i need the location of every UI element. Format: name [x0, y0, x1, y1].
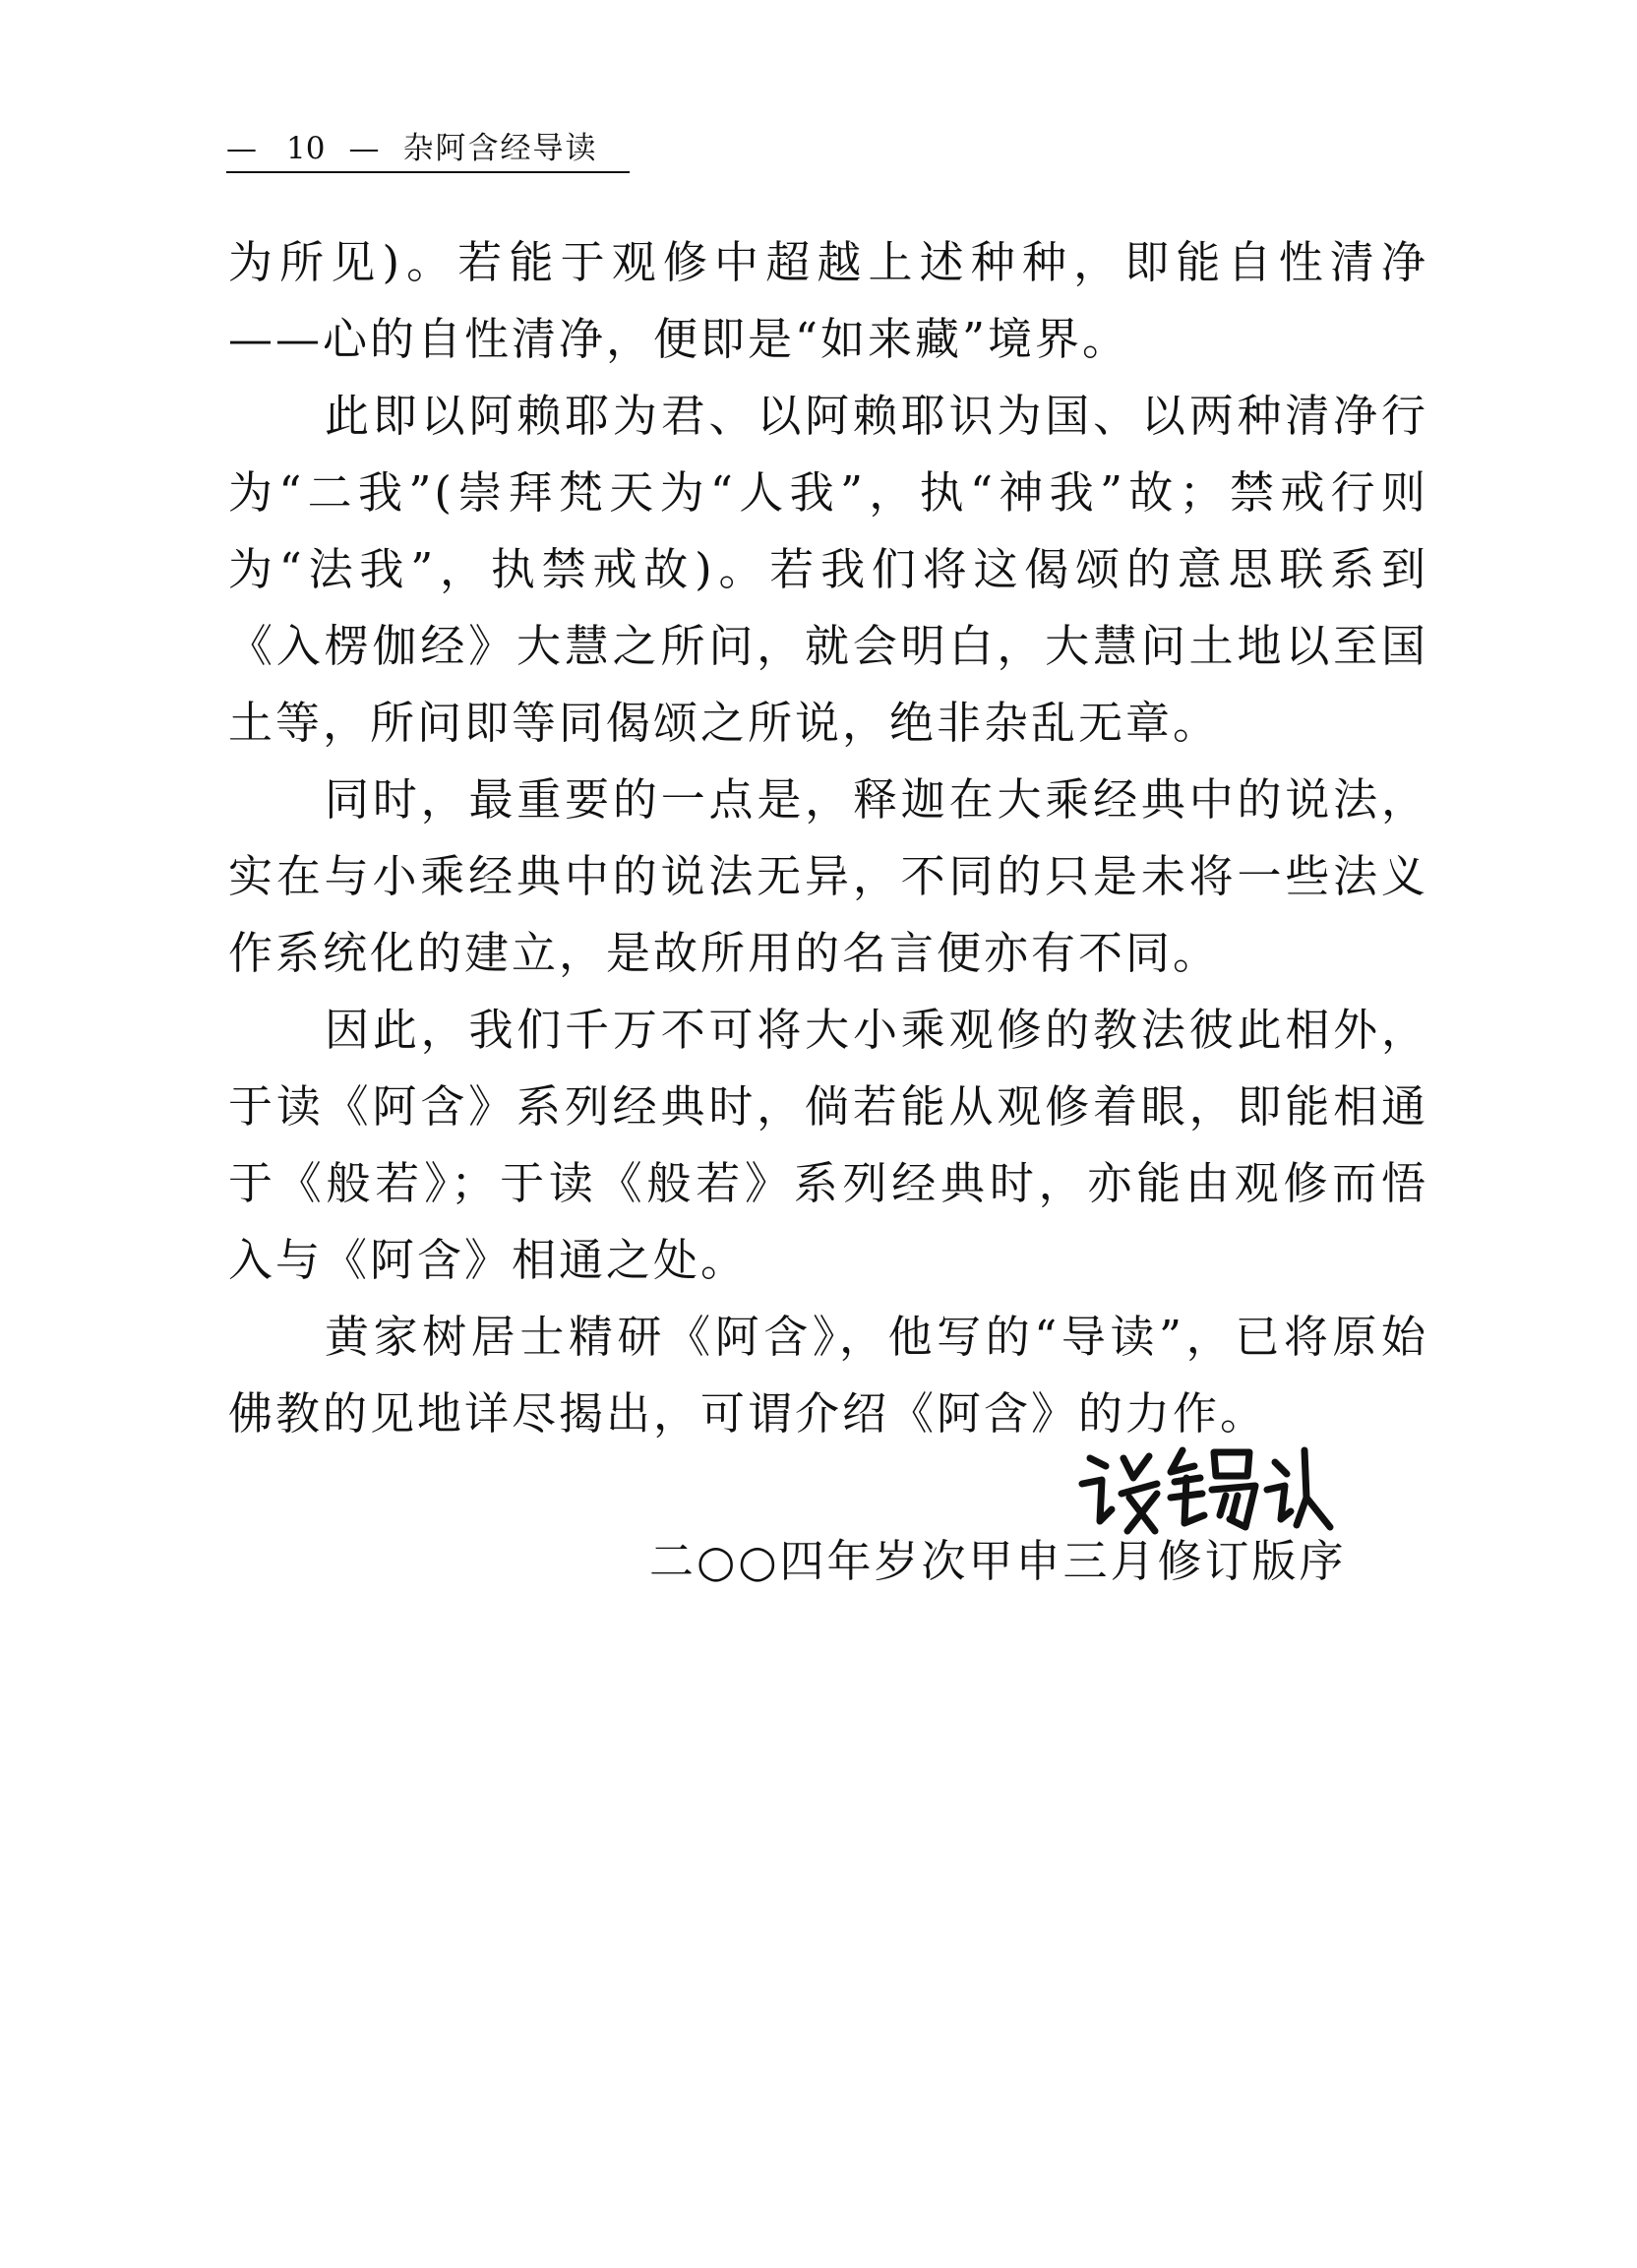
page-number: 10 [286, 131, 326, 166]
book-title: 杂阿含经导读 [402, 131, 598, 166]
running-header [226, 126, 630, 173]
paragraph: 同时，最重要的一点是，释迦在大乘经典中的说法，实在与小乘经典中的说法无异，不同的只是未将一些法义作系统化的建立，是故所用的名言便亦有不同。 [228, 773, 1428, 979]
header-dash-right: — [348, 131, 380, 166]
paragraph: 因此，我们千万不可将大小乘观修的教法彼此相外，于读《阿含》系列经典时，倘若能从观修着眼，即能相通于《般若》；于读《般若》系列经典时，亦能由观修而悟入与《阿含》相通之处。 [228, 1004, 1428, 1286]
header-dash-left: — [226, 131, 257, 166]
paragraph: 黄家树居士精研《阿含》，他写的“导读”，已将原始佛教的见地详尽揭出，可谓介绍《阿含》的力作。 [228, 1311, 1428, 1440]
paragraph-continued: 为所见)。若能于观修中超越上述种种，即能自性清净——心的自性清净，便即是“如来藏”境界。 [228, 236, 1428, 365]
paragraph: 此即以阿赖耶为君、以阿赖耶识为国、以两种清净行为“二我”(崇拜梵天为“人我”，执“神我”故；禁戒行则为“法我”，执禁戒故)。若我们将这偈颂的意思联系到《入楞伽经》大慧之所问，就会明白，大慧问土地以至国土等，所问即等同偈颂之所说，绝非杂乱无章。 [228, 390, 1428, 749]
body-text [228, 224, 1428, 1452]
handwritten-signature [1072, 1437, 1338, 1540]
date-line: 二○○四年岁次甲申三月修订版序 [649, 1535, 1347, 1587]
